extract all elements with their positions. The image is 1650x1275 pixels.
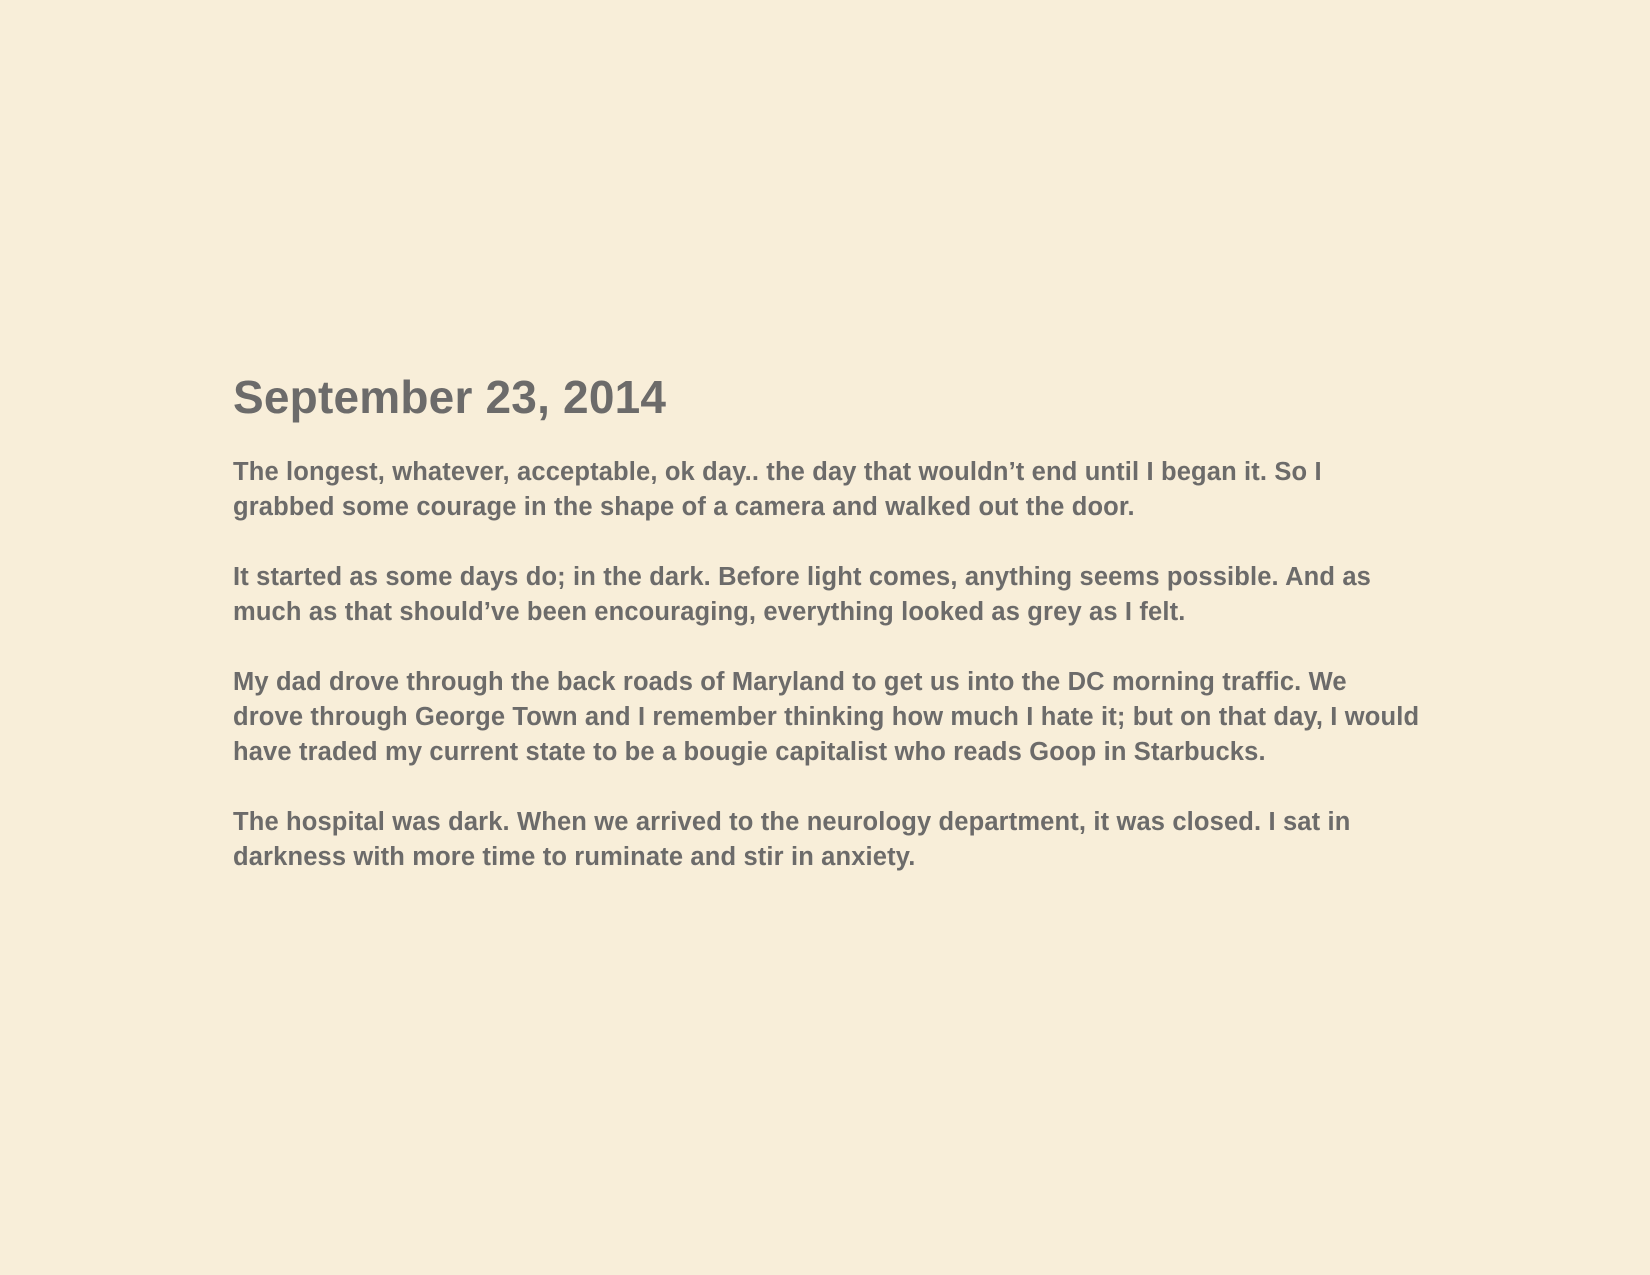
journal-entry xyxy=(233,368,1433,910)
paragraph-line: It started as some days do; in the dark. Before light comes, anything seems possible. And as xyxy=(233,563,1371,591)
paragraph-3 xyxy=(233,665,1433,770)
paragraph-line: much as that should’ve been encouraging, everything looked as grey as I felt. xyxy=(233,598,1186,626)
entry-body xyxy=(233,455,1433,875)
paragraph-line: grabbed some courage in the shape of a camera and walked out the door. xyxy=(233,493,1135,521)
paragraph-1 xyxy=(233,455,1433,525)
paragraph-line: The longest, whatever, acceptable, ok day.. the day that wouldn’t end until I began it. So I xyxy=(233,458,1322,486)
paragraph-4 xyxy=(233,805,1433,875)
entry-date-title: September 23, 2014 xyxy=(233,371,667,423)
paragraph-line: darkness with more time to ruminate and stir in anxiety. xyxy=(233,843,916,871)
paragraph-2 xyxy=(233,560,1433,630)
paragraph-line: have traded my current state to be a bougie capitalist who reads Goop in Starbucks. xyxy=(233,738,1266,766)
paragraph-line: drove through George Town and I remember thinking how much I hate it; but on that day, I would xyxy=(233,703,1420,731)
paragraph-line: The hospital was dark. When we arrived to the neurology department, it was closed. I sat in xyxy=(233,808,1351,836)
paragraph-line: My dad drove through the back roads of Maryland to get us into the DC morning traffic. We xyxy=(233,668,1347,696)
